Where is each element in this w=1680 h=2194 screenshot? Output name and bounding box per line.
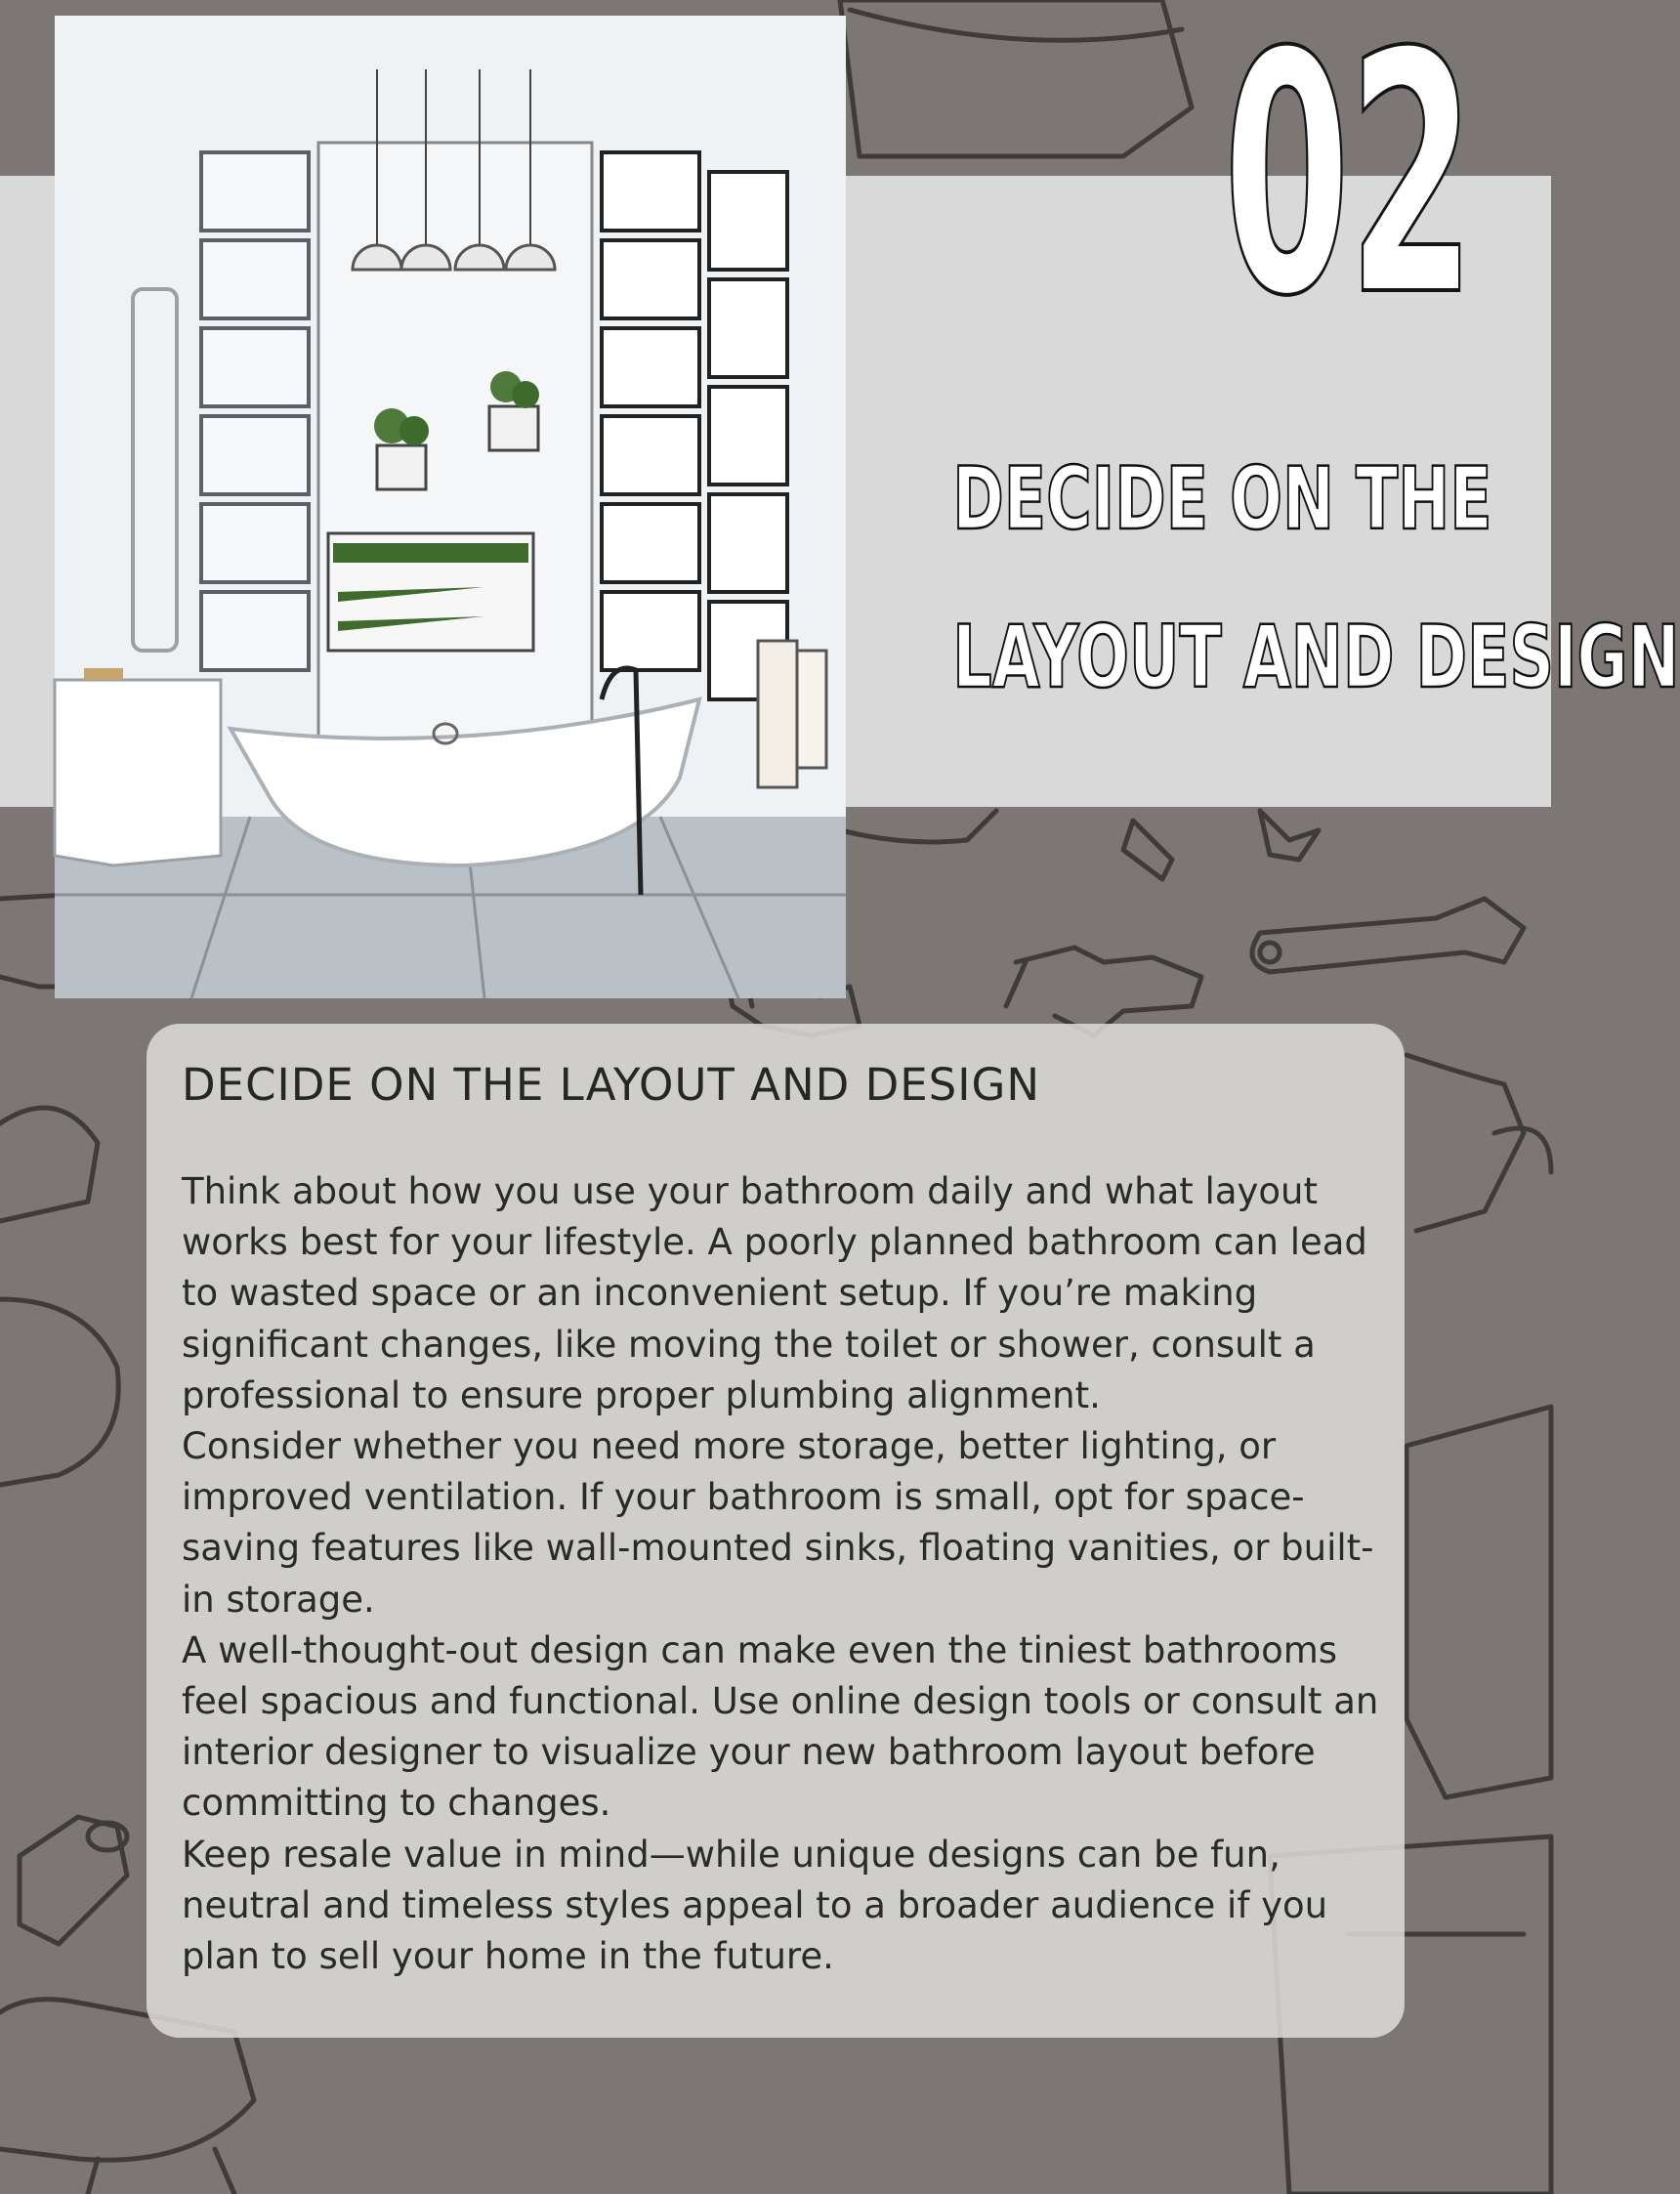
pipe-fitting-icon-2 xyxy=(20,1817,127,1944)
section-heading-line-2: LAYOUT AND DESIGN xyxy=(952,607,1680,707)
content-card xyxy=(147,1024,1405,2038)
step-number: 02 xyxy=(1223,0,1473,369)
toilet-tank-icon xyxy=(840,0,1192,156)
paragraph-4: Keep resale value in mind—while unique designs can be fun, neutral and timeless styles appeal to a broader audience if you plan to sell your home in the future. xyxy=(182,1833,1328,1978)
paragraph-1: Think about how you use your bathroom daily and what layout works best for your lifestyle. A poorly planned bathroom can lead to wasted space or an inconvenient setup. If you’re making significant changes, like moving the toilet or shower, consult a professional to ensure proper plumbing alignment. xyxy=(182,1170,1367,1416)
paragraph-2: Consider whether you need more storage, better lighting, or improved ventilation. If your bathroom is small, opt for space-saving features like wall-mounted sinks, floating vanities, or built-in storage. xyxy=(182,1425,1374,1621)
paragraph-3: A well-thought-out design can make even the tiniest bathrooms feel spacious and functional. Use online design tools or consult an interior designer to visualize your new bathroom layout before committing to changes. xyxy=(182,1628,1379,1825)
section-heading xyxy=(860,420,1680,737)
bathtub-icon-2 xyxy=(1407,1055,1551,1231)
wrench-icon-2 xyxy=(1123,811,1319,879)
section-heading-line-1: DECIDE ON THE xyxy=(952,448,1492,549)
card-body xyxy=(182,1166,1383,1982)
card-title: DECIDE ON THE LAYOUT AND DESIGN xyxy=(182,1059,1041,1111)
wrench-icon xyxy=(1252,899,1524,972)
bathroom-photo xyxy=(55,16,846,998)
faucet-icon xyxy=(1006,948,1201,1035)
